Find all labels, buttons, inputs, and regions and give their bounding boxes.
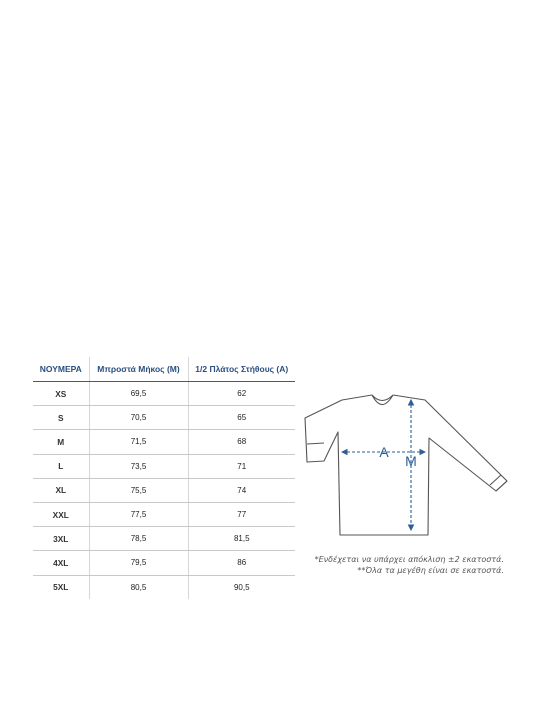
width-cell: 65 xyxy=(188,406,295,430)
width-cell: 68 xyxy=(188,430,295,454)
width-cell: 77 xyxy=(188,502,295,526)
width-cell: 86 xyxy=(188,551,295,575)
table-row xyxy=(33,575,295,599)
length-cell: 69,5 xyxy=(89,382,188,406)
size-cell: XL xyxy=(33,478,89,502)
length-cell: 79,5 xyxy=(89,551,188,575)
length-cell: 75,5 xyxy=(89,478,188,502)
header-front-length: Μπροστά Μήκος (Μ) xyxy=(89,357,188,382)
table-row xyxy=(33,382,295,406)
size-cell: 3XL xyxy=(33,527,89,551)
width-cell: 74 xyxy=(188,478,295,502)
header-half-chest-width: 1/2 Πλάτος Στήθους (Α) xyxy=(188,357,295,382)
size-cell: 5XL xyxy=(53,582,69,593)
long-sleeve-shirt-diagram xyxy=(300,390,512,540)
length-cell: 70,5 xyxy=(89,406,188,430)
size-notes xyxy=(315,555,504,576)
table-row xyxy=(33,454,295,478)
width-cell: 90,5 xyxy=(188,575,295,599)
units-note: **Όλα τα μεγέθη είναι σε εκατοστά. xyxy=(357,565,504,575)
table-header-row xyxy=(33,357,295,382)
table-row xyxy=(33,551,295,575)
length-cell: 71,5 xyxy=(89,430,188,454)
size-cell: S xyxy=(33,406,89,430)
size-chart-table xyxy=(33,357,295,599)
table-row xyxy=(33,527,295,551)
table-row xyxy=(33,502,295,526)
table-row xyxy=(33,406,295,430)
size-cell: XXL xyxy=(33,502,89,526)
width-cell: 81,5 xyxy=(188,527,295,551)
width-cell: 62 xyxy=(188,382,295,406)
length-label: M xyxy=(405,453,417,469)
width-label: A xyxy=(379,444,389,460)
size-cell: M xyxy=(33,430,89,454)
table-row xyxy=(33,478,295,502)
size-cell: XS xyxy=(33,382,89,406)
size-cell: 4XL xyxy=(33,551,89,575)
tolerance-note: *Ενδέχεται να υπάρχει απόκλιση ±2 εκατοστά. xyxy=(314,555,504,564)
length-cell: 73,5 xyxy=(89,454,188,478)
width-cell: 71 xyxy=(188,454,295,478)
table-body xyxy=(33,382,295,599)
table-row xyxy=(33,430,295,454)
length-cell: 78,5 xyxy=(89,527,188,551)
header-size: ΝΟΥΜΕΡΑ xyxy=(33,357,89,382)
length-cell: 80,5 xyxy=(89,575,188,599)
length-cell: 77,5 xyxy=(89,502,188,526)
size-cell: L xyxy=(33,454,89,478)
